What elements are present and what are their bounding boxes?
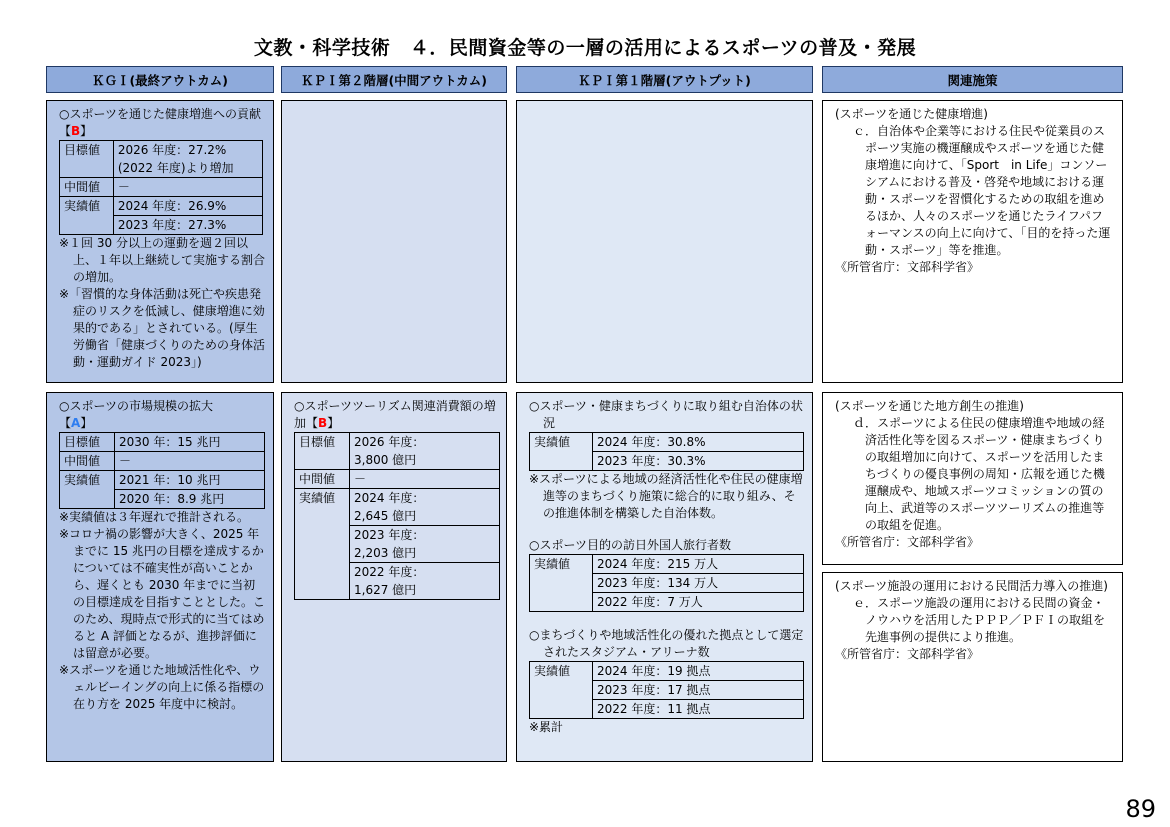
grade-badge: B [71, 124, 81, 138]
value-cell: 2024 年度：19 拠点 [593, 662, 804, 681]
label-actual: 実績値 [530, 662, 593, 719]
value-cell: 2022 年度：7 万人 [593, 593, 804, 612]
value-cell: 2020 年：8.9 兆円 [115, 490, 265, 509]
row1-kpi1-cell [516, 100, 813, 383]
value-cell: 2,203 億円 [350, 544, 500, 563]
value-cell: 2024 年度：30.8% [593, 433, 804, 452]
value-cell: 2023 年度：134 万人 [593, 574, 804, 593]
row2-kpi1-cell [516, 392, 813, 762]
kpi2-heading-text: ○スポーツツーリズム関連消費額の増加 [294, 399, 496, 430]
kpi1-heading: ○まちづくりや地域活性化の優れた拠点として選定されたスタジアム・アリーナ数 [529, 628, 804, 659]
label-target: 目標値 [60, 433, 115, 452]
kgi-values-table [59, 432, 265, 509]
kpi1-heading: ○スポーツ目的の訪日外国人旅行者数 [529, 538, 731, 552]
kpi1-values-table [529, 661, 804, 719]
label-mid: 中間値 [60, 452, 115, 471]
kpi2-heading: ○スポーツツーリズム関連消費額の増加【B】 [294, 399, 496, 430]
value-cell: 2030 年：15 兆円 [115, 433, 265, 452]
kgi-heading-text: ○スポーツの市場規模の拡大 [59, 399, 213, 413]
value-cell: 2024 年度： [350, 489, 500, 508]
page-title: 文教・科学技術 ４．民間資金等の一層の活用によるスポーツの普及・発展 [253, 37, 917, 59]
kpi1-note: ※スポーツによる地域の経済活性化や住民の健康増進等のまちづくり施策に総合的に取り組み、その推進体制を構築した自治体数。 [529, 472, 803, 520]
value-cell: 2022 年度： [350, 563, 500, 582]
header-kpi1: ＫＰＩ第１階層(アウトプット) [516, 66, 813, 93]
label-actual: 実績値 [60, 471, 115, 509]
grade-badge: B [318, 416, 328, 430]
value-cell: 3,800 億円 [350, 451, 500, 470]
related-ministry: 《所管省庁：文部科学省》 [835, 535, 980, 549]
related-category: (スポーツ施設の運用における民間活力導入の推進) [835, 579, 1108, 593]
label-target: 目標値 [295, 433, 350, 470]
kpi1-heading: ○スポーツ・健康まちづくりに取り組む自治体の状況 [529, 399, 803, 430]
kpi2-values-table [294, 432, 500, 600]
value-cell: － [113, 178, 262, 197]
related-item: ｄ．スポーツによる住民の健康増進や地域の経済活性化等を図るスポーツ・健康まちづくりの取組増加に向けて、スポーツを活用したまちづくりの優良事例の周知・広報を通じた機運醸成や、地域スポーツコミッションの質の向上、武道等のスポーツツーリズムの推進等の取組を促進。 [853, 416, 1105, 532]
value-cell: 2022 年度：11 拠点 [593, 700, 804, 719]
kgi-note: ※「習慣的な身体活動は死亡や疾患発症のリスクを低減し、健康増進に効果的である」とされている。(厚生労働省「健康づくりのための身体活動・運動ガイド 2023」) [59, 287, 266, 369]
related-category: (スポーツを通じた地方創生の推進) [835, 399, 1024, 413]
value-cell: 2021 年：10 兆円 [115, 471, 265, 490]
label-mid: 中間値 [60, 178, 114, 197]
row1-kpi2-cell [281, 100, 507, 383]
row1-related-cell [822, 100, 1123, 383]
value-cell: 2026 年度： [350, 433, 500, 452]
row2-kgi-cell [46, 392, 274, 762]
value-cell: 2023 年度：30.3% [593, 452, 804, 471]
kgi-note: ※コロナ禍の影響が大きく、2025 年までに 15 兆円の目標を達成するかについては不確実性が高いことから、遅くとも 2030 年までに当初の目標達成を目指すこととした。このため、現時点で形式的に当てはめると A 評価となるが、進捗評価には留意が必要。 [59, 527, 266, 660]
related-item: ｃ．自治体や企業等における住民や従業員のスポーツ実施の機運醸成やスポーツを通じた健康増進に向けて、「Sport in Life」コンソーシアムにおける普及・啓発や地域における運動・スポーツを習慣化するための取組を進めるほか、人々のスポーツを通じたライフパフォーマンスの向上に向けて、「目的を持った運動・スポーツ」等を推進。 [853, 124, 1111, 257]
value-cell: 2,645 億円 [350, 507, 500, 526]
value-cell: 2023 年度： [350, 526, 500, 545]
value-cell: (2022 年度)より増加 [113, 159, 262, 178]
value-cell: 2024 年度：215 万人 [593, 555, 804, 574]
value-cell: 2026 年度：27.2% [113, 141, 262, 160]
value-cell: 2024 年度：26.9% [113, 197, 262, 216]
label-mid: 中間値 [295, 470, 350, 489]
grade-badge: A [71, 416, 81, 430]
related-category: (スポーツを通じた健康増進) [835, 107, 988, 121]
kgi-note: ※実績値は３年遅れで推計される。 [59, 510, 250, 524]
row2-related-cell-1 [822, 392, 1123, 565]
row2-related-cell-2 [822, 572, 1123, 762]
label-actual: 実績値 [60, 197, 114, 235]
related-ministry: 《所管省庁：文部科学省》 [835, 647, 980, 661]
kpi1-values-table [529, 554, 804, 612]
header-kgi: ＫＧＩ(最終アウトカム) [46, 66, 274, 93]
related-ministry: 《所管省庁：文部科学省》 [835, 260, 980, 274]
value-cell: 2023 年度：27.3% [113, 216, 262, 235]
value-cell: 1,627 億円 [350, 581, 500, 600]
kgi-note: ※１回 30 分以上の運動を週２回以上、１年以上継続して実施する割合の増加。 [59, 236, 266, 284]
row2-kpi2-cell [281, 392, 507, 762]
header-kpi2: ＫＰＩ第２階層(中間アウトカム) [281, 66, 507, 93]
label-target: 目標値 [60, 141, 114, 178]
kpi1-values-table [529, 432, 804, 471]
value-cell: － [115, 452, 265, 471]
value-cell: － [350, 470, 500, 489]
page-number: 89 [1125, 795, 1156, 823]
header-related: 関連施策 [822, 66, 1123, 93]
kgi-heading: ○スポーツを通じた健康増進への貢献【B】 [59, 107, 261, 138]
value-cell: 2023 年度：17 拠点 [593, 681, 804, 700]
related-item: ｅ．スポーツ施設の運用における民間の資金・ノウハウを活用したＰＰＰ／ＰＦＩの取組を先進事例の提供により推進。 [853, 596, 1106, 644]
kgi-values-table [59, 140, 263, 235]
label-actual: 実績値 [295, 489, 350, 600]
kgi-note: ※スポーツを通じた地域活性化や、ウェルビーイングの向上に係る指標の在り方を 2025 年度中に検討。 [59, 663, 265, 711]
kgi-heading-text: ○スポーツを通じた健康増進への貢献 [59, 107, 261, 121]
label-actual: 実績値 [530, 555, 593, 612]
kpi1-note: ※累計 [529, 720, 564, 734]
label-actual: 実績値 [530, 433, 593, 471]
kgi-heading: ○スポーツの市場規模の拡大 【A】 [59, 399, 213, 430]
row1-kgi-cell [46, 100, 274, 383]
